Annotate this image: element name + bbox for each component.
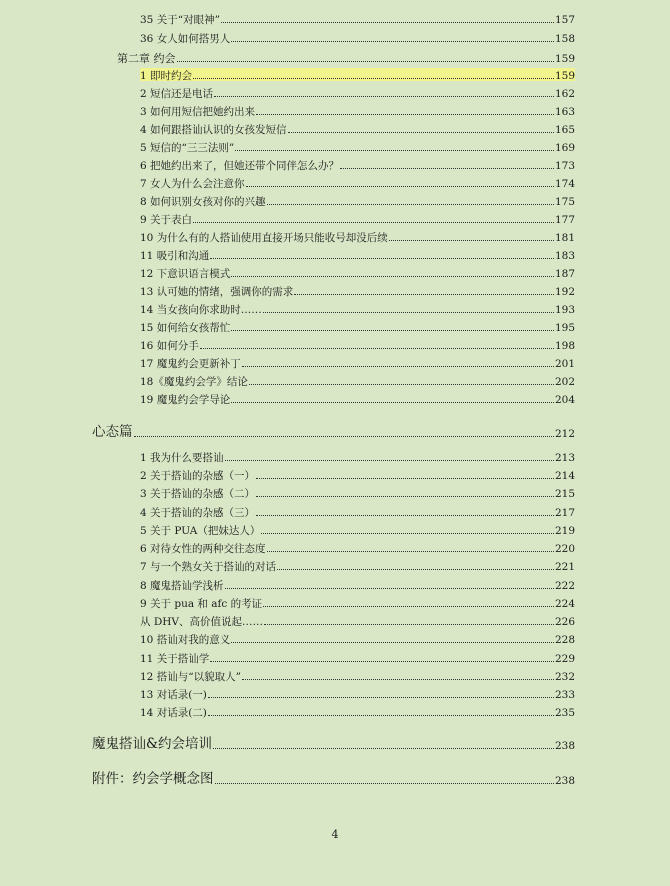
toc-entry-page: 202 [554,375,575,388]
toc-entry-title: 6 把她约出来了，但她还带个同伴怎么办？ [140,159,340,172]
toc-entry[interactable] [140,266,575,279]
toc-entry-title: 心态篇 [92,423,133,440]
toc-entry[interactable] [140,12,575,25]
dot-leader [263,606,554,607]
toc-entry-title: 7 与一个熟女关于搭讪的对话 [140,560,277,573]
dot-leader [225,460,554,461]
toc-section-heading[interactable] [92,734,575,751]
dot-leader [193,222,554,223]
toc-entry-page: 229 [554,652,575,665]
toc-entry-title: 4 关于搭讪的杂感（三） [140,506,256,519]
toc-entry[interactable] [140,140,575,153]
toc-entry-page: 238 [554,739,575,752]
toc-entry-title: 附件：约会学概念图 [92,770,214,787]
toc-entry[interactable] [140,687,575,700]
toc-entry[interactable] [140,104,575,117]
dot-leader [256,478,554,479]
toc-entry-title: 5 关于 PUA（把妹达人） [140,524,261,537]
toc-entry-title: 14 当女孩向你求助时…… [140,303,262,316]
toc-entry[interactable] [140,541,575,554]
toc-entry-title: 11 吸引和沟通 [140,249,210,262]
toc-entry[interactable] [140,194,575,207]
toc-entry[interactable] [140,505,575,518]
toc-entry-page: 233 [554,688,575,701]
dot-leader [256,496,554,497]
toc-entry-title: 36 女人如何搭男人 [140,32,231,45]
dot-leader [177,61,554,62]
toc-entry-title: 12 搭讪与“以貌取人” [140,670,241,683]
toc-entry-page: 192 [554,285,575,298]
toc-entry-page: 221 [554,560,575,573]
page-number: 4 [331,828,339,841]
toc-entry-page: 163 [554,105,575,118]
toc-entry-title: 17 魔鬼约会更新补丁 [140,357,241,370]
toc-entry-page: 187 [554,267,575,280]
toc-entry-page: 175 [554,195,575,208]
dot-leader [215,783,554,784]
toc-entry[interactable] [140,523,575,536]
toc-entry[interactable] [140,614,575,627]
toc-entry-title: 10 搭讪对我的意义 [140,633,231,646]
dot-leader [225,588,554,589]
toc-entry-page: 226 [554,615,575,628]
dot-leader [263,312,554,313]
dot-leader [231,330,554,331]
toc-entry[interactable] [140,158,575,171]
toc-entry-page: 215 [554,487,575,500]
toc-entry[interactable] [140,122,575,135]
toc-entry-title: 10 为什么有的人搭讪使用直接开场只能收号却没后续 [140,231,388,244]
toc-entry-title: 2 短信还是电话 [140,87,214,100]
toc-entry-page: 165 [554,123,575,136]
toc-entry-page: 157 [554,13,575,26]
toc-entry-page: 177 [554,213,575,226]
dot-leader [249,384,554,385]
toc-entry[interactable] [140,559,575,572]
toc-entry-page: 212 [554,427,575,440]
toc-entry-page: 159 [554,69,575,82]
toc-entry-page: 174 [554,177,575,190]
toc-entry-title: 9 关于 pua 和 afc 的考证 [140,597,263,610]
toc-entry[interactable] [140,468,575,481]
toc-entry-title: 5 短信的“三三法则” [140,141,235,154]
toc-entry-page: 220 [554,542,575,555]
dot-leader [242,679,554,680]
toc-entry[interactable] [140,596,575,609]
toc-entry-title: 6 对待女性的两种交往态度 [140,542,266,555]
dot-leader [208,715,554,716]
toc-entry-title: 19 魔鬼约会学导论 [140,393,231,406]
dot-leader [340,168,554,169]
toc-entry-title: 1 我为什么要搭讪 [140,451,224,464]
toc-entry-title: 8 魔鬼搭讪学浅析 [140,579,224,592]
dot-leader [193,78,554,79]
dot-leader [235,150,554,151]
toc-entry-page: 222 [554,579,575,592]
toc-entry-page: 219 [554,524,575,537]
dot-leader [261,533,554,534]
toc-entry-title: 9 关于表白 [140,213,193,226]
toc-entry-page: 173 [554,159,575,172]
toc-entry-title: 13 认可她的情绪，强调你的需求 [140,285,294,298]
toc-entry-page: 193 [554,303,575,316]
toc-entry-page: 162 [554,87,575,100]
toc-entry-page: 158 [554,32,575,45]
toc-entry-page: 169 [554,141,575,154]
toc-entry-page: 214 [554,469,575,482]
dot-leader [231,276,554,277]
dot-leader [256,515,554,516]
dot-leader [134,436,554,437]
toc-entry-title: 7 女人为什么会注意你 [140,177,245,190]
dot-leader [213,748,554,749]
toc-entry-title: 8 如何识别女孩对你的兴趣 [140,195,266,208]
dot-leader [210,258,554,259]
toc-entry-page: 232 [554,670,575,683]
dot-leader [210,661,554,662]
toc-entry[interactable] [140,302,575,315]
toc-entry-title: 12 下意识语言模式 [140,267,231,280]
toc-entry[interactable] [140,230,575,243]
toc-entry-page: 213 [554,451,575,464]
dot-leader [246,186,554,187]
dot-leader [288,132,554,133]
toc-entry-title: 4 如何跟搭讪认识的女孩发短信 [140,123,287,136]
toc-entry[interactable] [140,338,575,351]
toc-entry[interactable] [140,86,575,99]
toc-entry[interactable] [140,31,575,44]
dot-leader [231,402,554,403]
toc-entry-page: 198 [554,339,575,352]
toc-entry-page: 159 [554,52,575,65]
toc-entry-title: 15 如何给女孩帮忙 [140,321,231,334]
toc-section-heading[interactable] [92,769,575,786]
dot-leader [221,22,554,23]
toc-entry[interactable] [140,486,575,499]
toc-entry-page: 204 [554,393,575,406]
toc-entry[interactable] [140,356,575,369]
toc-entry[interactable] [140,176,575,189]
dot-leader [214,96,554,97]
toc-entry-title: 1 即时约会 [140,69,193,82]
dot-leader [267,551,554,552]
toc-entry-title: 2 关于搭讪的杂感（一） [140,469,256,482]
toc-chapter-heading[interactable] [117,50,575,64]
toc-entry-page: 183 [554,249,575,262]
dot-leader [200,348,554,349]
dot-leader [231,41,554,42]
toc-entry[interactable] [140,212,575,225]
toc-entry-title: 14 对话录(二) [140,706,207,719]
toc-entry-title: 3 如何用短信把她约出来 [140,105,256,118]
toc-entry[interactable] [140,651,575,664]
toc-entry-title: 3 关于搭讪的杂感（二） [140,487,256,500]
dot-leader [256,114,554,115]
dot-leader [294,294,554,295]
toc-entry[interactable] [140,705,575,718]
toc-entry[interactable] [140,284,575,297]
toc-entry-highlighted[interactable] [140,68,575,81]
toc-entry-page: 228 [554,633,575,646]
toc-entry-page: 195 [554,321,575,334]
toc-entry-page: 235 [554,706,575,719]
toc-entry[interactable] [140,578,575,591]
toc-section-heading[interactable] [92,422,575,439]
dot-leader [242,366,554,367]
toc-entry-title: 16 如何分手 [140,339,199,352]
dot-leader [277,569,554,570]
toc-entry-title: 11 关于搭讪学 [140,652,210,665]
toc-entry-page: 224 [554,597,575,610]
dot-leader [267,204,554,205]
dot-leader [231,642,554,643]
toc-entry[interactable] [140,450,575,463]
toc-entry-title: 35 关于“对眼神” [140,13,220,26]
toc-entry[interactable] [140,320,575,333]
toc-entry[interactable] [140,248,575,261]
toc-entry[interactable] [140,669,575,682]
dot-leader [264,624,554,625]
toc-entry-title: 魔鬼搭讪&约会培训 [92,735,213,752]
toc-entry-page: 238 [554,774,575,787]
toc-entry-title: 从 DHV、高价值说起…… [140,615,263,628]
toc-entry-title: 第二章 约会 [117,52,176,65]
toc-entry[interactable] [140,374,575,387]
toc-entry-page: 181 [554,231,575,244]
toc-entry[interactable] [140,392,575,405]
toc-entry[interactable] [140,632,575,645]
dot-leader [208,697,554,698]
toc-entry-page: 217 [554,506,575,519]
toc-entry-title: 13 对话录(一) [140,688,207,701]
dot-leader [389,240,554,241]
toc-entry-page: 201 [554,357,575,370]
toc-entry-title: 18《魔鬼约会学》结论 [140,375,248,388]
